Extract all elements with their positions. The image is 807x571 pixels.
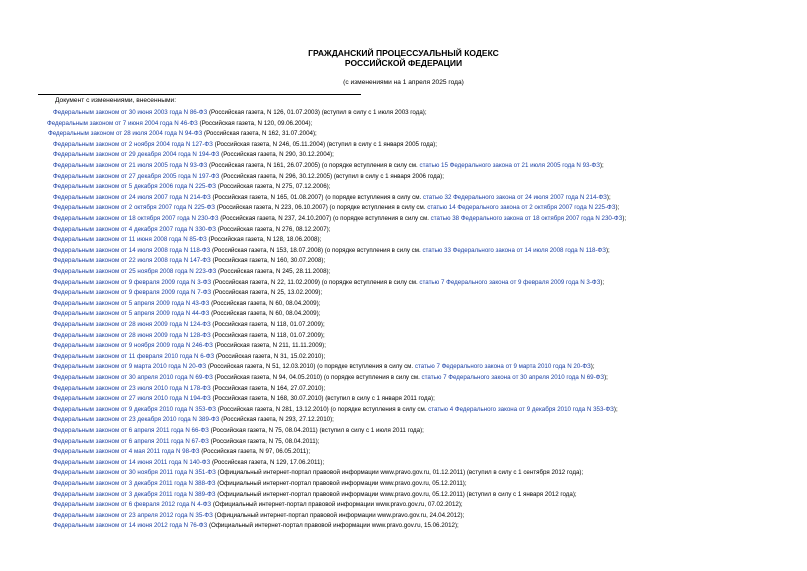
amendment-note-tail: ); — [604, 374, 608, 381]
amendment-item — [53, 267, 330, 277]
amendment-note: (Российская газета, N 223, 06.10.2007) (о порядке вступления в силу см. — [215, 204, 428, 212]
amendment-note-tail: ); — [600, 278, 605, 286]
amendment-item — [53, 140, 437, 150]
amendment-note: (Российская газета, N 246, 05.11.2004) (вступил в силу с 1 января 2005 года); — [212, 140, 437, 148]
amendment-note: (Российская газета, N 245, 28.11.2008); — [216, 268, 331, 275]
amendment-law-link[interactable]: Федеральным законом от 23 апреля 2012 года N 35-ФЗ — [53, 511, 213, 519]
amendment-item — [53, 331, 325, 341]
amendment-note: (Российская газета, N 75, 08.04.2011); — [208, 437, 320, 445]
amendment-item — [53, 490, 577, 500]
amendment-item — [53, 150, 334, 160]
amendment-article-link[interactable]: статью 32 Федерального закона от 24 июля 2007 года N 214-ФЗ — [422, 193, 607, 201]
amendment-law-link[interactable]: Федеральным законом от 28 июня 2009 года N 124-ФЗ — [53, 321, 211, 328]
amendment-law-link[interactable]: Федеральным законом от 9 февраля 2009 года N 7-ФЗ — [53, 289, 212, 297]
amendment-item — [53, 426, 424, 436]
amendment-item — [53, 214, 626, 224]
amendment-law-link[interactable]: Федеральным законом от 28 июня 2009 года N 128-ФЗ — [53, 331, 211, 339]
amendment-note: (Российская газета, N 22, 11.02.2009) (о порядке вступления в силу см. — [211, 278, 420, 286]
amendment-note: (Российская газета, N 153, 18.07.2008) (о порядке вступления в силу см. — [210, 246, 423, 254]
amendments-intro: Документ с изменениями, внесенными: — [55, 97, 177, 104]
amendment-item — [53, 278, 604, 288]
amendment-law-link[interactable]: Федеральным законом от 9 ноября 2009 года N 246-ФЗ — [53, 342, 213, 350]
amendment-note: (Российская газета, N 75, 08.04.2011) (вступил в силу с 1 июля 2011 года); — [208, 427, 424, 434]
amendment-law-link[interactable]: Федеральным законом от 3 декабря 2011 года N 389-ФЗ — [53, 490, 216, 498]
amendment-note-tail: ); — [590, 363, 595, 371]
amendment-item — [53, 415, 334, 425]
amendment-note: (Российская газета, N 60, 08.04.2009); — [209, 299, 321, 307]
amendment-item — [53, 108, 427, 118]
amendment-law-link[interactable]: Федеральным законом от 29 декабря 2004 года N 194-ФЗ — [53, 151, 220, 159]
amendment-law-link[interactable]: Федеральным законом от 24 июля 2007 года N 214-ФЗ — [53, 193, 211, 201]
amendment-note: (Официальный интернет-портал правовой информации www.pravo.gov.ru, 15.06.2012); — [207, 522, 459, 530]
amendment-item — [53, 405, 618, 415]
amendment-note: (Российская газета, N 237, 24.10.2007) (о порядке вступления в силу см. — [218, 215, 431, 222]
amendment-item — [53, 468, 583, 478]
amendment-article-link[interactable]: статью 7 Федерального закона от 30 апреля 2010 года N 69-ФЗ — [421, 374, 605, 381]
title-line-2: РОССИЙСКОЙ ФЕДЕРАЦИИ — [344, 58, 463, 68]
amendment-note-tail: ); — [613, 405, 618, 413]
amendment-note: (Российская газета, N 211, 11.11.2009); — [212, 342, 326, 350]
amendment-item — [53, 458, 324, 468]
amendment-law-link[interactable]: Федеральным законом от 27 июля 2010 года N 194-ФЗ — [53, 395, 211, 403]
amendment-article-link[interactable]: статью 7 Федерального закона от 9 февраля 2009 года N 3-ФЗ — [419, 278, 601, 286]
amendment-item — [53, 320, 325, 330]
amendment-item — [53, 225, 330, 235]
amendment-item — [53, 394, 435, 404]
amendment-article-link[interactable]: статью 7 Федерального закона от 9 марта 2010 года N 20-ФЗ — [414, 363, 591, 371]
amendment-law-link[interactable]: Федеральным законом от 23 июля 2010 года N 178-ФЗ — [53, 384, 211, 392]
amendment-note: (Российская газета, N 60, 08.04.2009); — [209, 310, 321, 318]
amendment-item — [53, 299, 320, 309]
amendment-item — [53, 235, 321, 245]
amendment-note: (Российская газета, N 164, 27.07.2010); — [210, 384, 326, 392]
amendment-law-link[interactable]: Федеральным законом от 4 декабря 2007 года N 330-ФЗ — [53, 225, 216, 233]
amendment-note: (Официальный интернет-портал правовой информации www.pravo.gov.ru, 05.12.2011); — [215, 480, 467, 487]
amendment-note: (Российская газета, N 160, 30.07.2008); — [210, 257, 326, 265]
amendment-note: (Официальный интернет-портал правовой информации www.pravo.gov.ru, 24.04.2012); — [212, 511, 465, 519]
amendment-law-link[interactable]: Федеральным законом от 6 апреля 2011 года N 67-ФЗ — [53, 437, 209, 445]
amendment-law-link[interactable]: Федеральным законом от 4 мая 2011 года N 98-ФЗ — [53, 448, 200, 456]
amendment-note: (Российская газета, N 281, 13.12.2010) (о порядке вступления в силу см. — [215, 405, 429, 413]
amendment-note: (Российская газета, N 94, 04.05.2010) (о порядке вступления в силу см. — [212, 374, 422, 381]
amendment-item — [53, 362, 595, 372]
amendment-note: (Российская газета, N 97, 06.05.2011); — [199, 448, 311, 456]
amendment-item — [53, 309, 320, 319]
amendment-note: (Российская газета, N 165, 01.08.2007) (о порядке вступления в силу см. — [210, 193, 423, 201]
amendment-item — [53, 193, 611, 203]
amendment-law-link[interactable]: Федеральным законом от 14 июня 2011 года N 140-ФЗ — [53, 458, 211, 466]
amendment-item — [53, 203, 619, 213]
amendment-item — [53, 500, 463, 510]
amendment-item — [53, 352, 325, 362]
amendment-note: (Российская газета, N 162, 31.07.2004); — [202, 130, 317, 138]
amendment-note: (Российская газета, N 25, 13.02.2009); — [211, 289, 323, 297]
amendment-law-link[interactable]: Федеральным законом от 9 февраля 2009 года N 3-ФЗ — [53, 278, 212, 286]
amendment-note: (Российская газета, N 51, 12.03.2010) (о порядке вступления в силу см. — [206, 363, 415, 371]
amendment-law-link[interactable]: Федеральным законом от 5 декабря 2006 года N 225-ФЗ — [53, 183, 216, 191]
amendment-item — [53, 479, 467, 489]
amendment-law-link[interactable]: Федеральным законом от 11 февраля 2010 года N 6-ФЗ — [53, 352, 215, 360]
amendment-law-link[interactable]: Федеральным законом от 2 октября 2007 года N 225-ФЗ — [53, 204, 216, 212]
amendment-law-link[interactable]: Федеральным законом от 30 ноября 2011 года N 351-ФЗ — [53, 469, 216, 477]
amendment-law-link[interactable]: Федеральным законом от 22 июля 2008 года N 147-ФЗ — [53, 257, 211, 265]
amendment-note-tail: ); — [600, 162, 604, 169]
amendment-item — [53, 447, 310, 457]
amendment-note: (Российская газета, N 129, 17.06.2011); — [210, 458, 325, 466]
amendment-note: (Российская газета, N 168, 30.07.2010) (вступил в силу с 1 января 2011 года); — [210, 395, 435, 403]
amendment-item — [53, 511, 464, 521]
amendment-item — [53, 521, 459, 531]
document-title — [0, 48, 807, 68]
amendment-note: (Официальный интернет-портал правовой информации www.pravo.gov.ru, 05.12.2011) (вступил в силу с 1 января 2012 года); — [215, 490, 577, 498]
amendment-note: (Российская газета, N 120, 09.06.2004); — [197, 119, 313, 127]
header-divider — [38, 94, 361, 95]
amendment-note: (Официальный интернет-портал правовой информации www.pravo.gov.ru, 07.02.2012); — [211, 501, 463, 509]
amendment-item — [53, 182, 330, 192]
amendment-note: (Российская газета, N 31, 15.02.2010); — [214, 352, 326, 360]
amendment-item — [53, 172, 444, 182]
amendment-law-link[interactable]: Федеральным законом от 30 апреля 2010 года N 69-ФЗ — [53, 374, 213, 381]
amendment-item — [53, 341, 326, 351]
amendment-law-link[interactable]: Федеральным законом от 21 июля 2005 года N 93-ФЗ — [53, 162, 208, 169]
title-line-1: ГРАЖДАНСКИЙ ПРОЦЕССУАЛЬНЫЙ КОДЕКС — [308, 48, 499, 58]
amendment-note: (Российская газета, N 293, 27.12.2010); — [219, 416, 334, 424]
amendment-law-link[interactable]: Федеральным законом от 6 февраля 2012 года N 4-ФЗ — [53, 501, 212, 509]
amendment-item — [53, 256, 325, 266]
amendment-note: (Российская газета, N 128, 18.06.2008); — [206, 236, 322, 244]
amendment-article-link[interactable]: статью 33 Федерального закона от 14 июля 2008 года N 118-ФЗ — [422, 246, 606, 254]
amendment-law-link[interactable]: Федеральным законом от 14 июля 2008 года N 118-ФЗ — [53, 246, 211, 254]
amendment-article-link[interactable]: статью 14 Федерального закона от 2 октября 2007 года N 225-ФЗ — [427, 204, 616, 212]
amendment-law-link[interactable]: Федеральным законом от 7 июня 2004 года N 46-ФЗ — [47, 119, 198, 127]
amendment-note: (Российская газета, N 118, 01.07.2009); — [210, 321, 325, 328]
amendment-law-link[interactable]: Федеральным законом от 23 декабря 2010 года N 389-ФЗ — [53, 416, 220, 424]
amendment-note-tail: ); — [605, 246, 610, 254]
amendment-item — [53, 288, 322, 298]
amendment-law-link[interactable]: Федеральным законом от 25 ноября 2008 года N 223-ФЗ — [53, 268, 217, 275]
amendment-law-link[interactable]: Федеральным законом от 18 октября 2007 года N 230-ФЗ — [53, 215, 219, 222]
amendment-note: (Официальный интернет-портал правовой информации www.pravo.gov.ru, 01.12.2011) (вступил в силу с 1 сентября 2012 года); — [215, 469, 584, 477]
amendment-law-link[interactable]: Федеральным законом от 6 апреля 2011 года N 66-ФЗ — [53, 427, 209, 434]
amendment-note: (Российская газета, N 296, 30.12.2005) (вступил в силу с 1 января 2006 года); — [219, 172, 444, 180]
amendment-item — [53, 161, 604, 171]
amendment-note: (Российская газета, N 161, 26.07.2005) (о порядке вступления в силу см. — [207, 162, 420, 169]
amendment-law-link[interactable]: Федеральным законом от 14 июня 2012 года N 76-ФЗ — [53, 522, 208, 530]
amendment-note: (Российская газета, N 276, 08.12.2007); — [215, 225, 331, 233]
amendment-law-link[interactable]: Федеральным законом от 5 апреля 2009 года N 43-ФЗ — [53, 299, 210, 307]
amendment-law-link[interactable]: Федеральным законом от 5 апреля 2009 года N 44-ФЗ — [53, 310, 210, 318]
amendment-law-link[interactable]: Федеральным законом от 3 декабря 2011 года N 388-ФЗ — [53, 480, 216, 487]
amendment-note-tail: ); — [606, 193, 611, 201]
amendment-note: (Российская газета, N 290, 30.12.2004); — [219, 151, 334, 159]
amendment-item — [53, 246, 610, 256]
amendment-law-link[interactable]: Федеральным законом от 30 июня 2003 года N 86-ФЗ — [53, 109, 208, 116]
document-subtitle: (с изменениями на 1 апреля 2025 года) — [343, 79, 464, 86]
amendment-law-link[interactable]: Федеральным законом от 11 июня 2008 года N 85-ФЗ — [53, 236, 207, 244]
amendment-note-tail: ); — [615, 204, 620, 212]
amendment-note: (Российская газета, N 126, 01.07.2003) (вступил в силу с 1 июля 2003 года); — [207, 109, 427, 116]
amendment-note: (Российская газета, N 118, 01.07.2009); — [210, 331, 325, 339]
amendment-article-link[interactable]: статью 38 Федерального закона от 18 октября 2007 года N 230-ФЗ — [430, 215, 623, 222]
amendment-law-link[interactable]: Федеральным законом от 9 марта 2010 года N 20-ФЗ — [53, 363, 207, 371]
amendment-law-link[interactable]: Федеральным законом от 2 ноября 2004 года N 127-ФЗ — [53, 140, 213, 148]
amendment-item — [47, 119, 312, 129]
amendment-law-link[interactable]: Федеральным законом от 27 декабря 2005 года N 197-ФЗ — [53, 172, 220, 180]
amendment-note: (Российская газета, N 275, 07.12.2006); — [215, 183, 331, 191]
amendment-item — [53, 437, 319, 447]
amendment-item — [53, 373, 608, 383]
amendment-item — [53, 384, 325, 394]
amendment-article-link[interactable]: статью 4 Федерального закона от 9 декабря 2010 года N 353-ФЗ — [428, 405, 614, 413]
amendment-article-link[interactable]: статью 15 Федерального закона от 21 июля 2005 года N 93-ФЗ — [419, 162, 600, 169]
amendment-note-tail: ); — [622, 215, 627, 222]
amendment-item — [48, 129, 317, 139]
amendment-law-link[interactable]: Федеральным законом от 28 июля 2004 года N 94-ФЗ — [48, 130, 203, 138]
amendment-law-link[interactable]: Федеральным законом от 9 декабря 2010 года N 353-ФЗ — [53, 405, 216, 413]
